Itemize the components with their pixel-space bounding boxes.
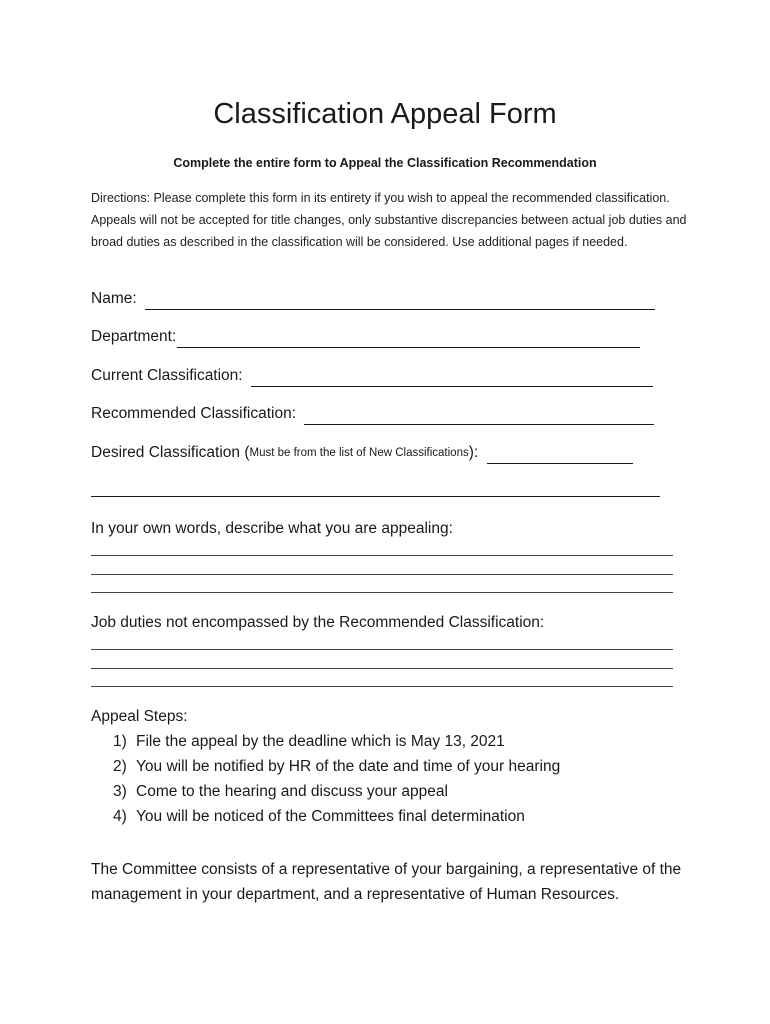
directions-text: Directions: Please complete this form in its entirety if you wish to appeal the recommended classification. Appeals will not be accepted for title changes, only substantive discrepancies between actual job duties and broad duties as described in the classification will be considered. Use additional pages if needed. [91, 191, 687, 249]
job-duties-prompt: Job duties not encompassed by the Recommended Classification: [91, 614, 545, 631]
desired-classification-blank[interactable] [487, 447, 633, 464]
desired-classification-label: Desired Classification ( [91, 444, 250, 461]
step-text: You will be notified by HR of the date and time of your hearing [136, 758, 561, 775]
appeal-description-line-1[interactable] [91, 555, 673, 556]
desired-classification-continuation-line[interactable] [91, 496, 660, 497]
committee-description: The Committee consists of a representative of your bargaining, a representative of the management in your department, and a representative of Human Resources. [91, 861, 682, 903]
desired-classification-field [91, 442, 633, 464]
name-blank[interactable] [145, 293, 655, 310]
desired-classification-close: ): [468, 444, 483, 461]
appeal-step [113, 806, 560, 831]
department-label: Department: [91, 328, 177, 345]
appeal-description-prompt: In your own words, describe what you are appealing: [91, 520, 453, 537]
step-number: 3) [113, 783, 127, 800]
job-duties-line-2[interactable] [91, 668, 673, 669]
department-field [91, 326, 640, 348]
name-label: Name: [91, 290, 141, 307]
appeal-step [113, 756, 560, 781]
current-classification-blank[interactable] [251, 370, 653, 387]
appeal-steps-title: Appeal Steps: [91, 708, 188, 725]
appeal-steps-list [113, 731, 560, 831]
form-subtitle: Complete the entire form to Appeal the Classification Recommendation [173, 156, 597, 170]
step-text: You will be noticed of the Committees final determination [136, 808, 525, 825]
recommended-classification-field [91, 403, 654, 425]
name-field [91, 288, 655, 310]
step-number: 4) [113, 808, 127, 825]
job-duties-line-1[interactable] [91, 649, 673, 650]
current-classification-field [91, 365, 653, 387]
appeal-step [113, 781, 560, 806]
current-classification-label: Current Classification: [91, 367, 247, 384]
form-title: Classification Appeal Form [213, 98, 557, 130]
step-text: Come to the hearing and discuss your appeal [136, 783, 448, 800]
recommended-classification-label: Recommended Classification: [91, 405, 301, 422]
step-number: 2) [113, 758, 127, 775]
recommended-classification-blank[interactable] [304, 408, 654, 425]
appeal-description-line-2[interactable] [91, 574, 673, 575]
appeal-description-line-3[interactable] [91, 592, 673, 593]
desired-classification-note: Must be from the list of New Classifications [249, 447, 469, 459]
step-number: 1) [113, 733, 127, 750]
appeal-step [113, 731, 560, 756]
job-duties-line-3[interactable] [91, 686, 673, 687]
step-text: File the appeal by the deadline which is May 13, 2021 [136, 733, 505, 750]
department-blank[interactable] [177, 331, 640, 348]
